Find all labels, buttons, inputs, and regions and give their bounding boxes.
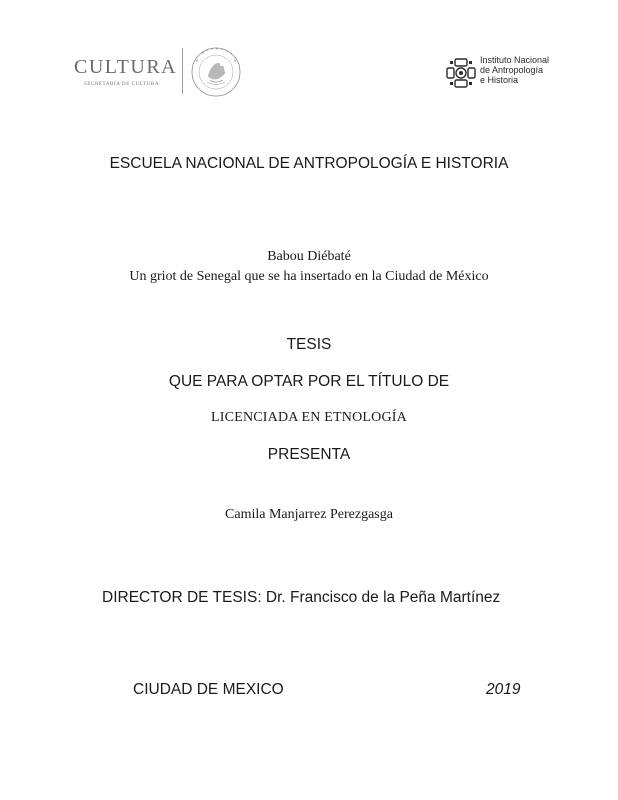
inah-line-3: e Historia (480, 75, 519, 85)
year: 2019 (486, 681, 521, 698)
presents-label: PRESENTA (267, 446, 351, 463)
logo-divider (182, 48, 183, 94)
cultura-wordmark: CULTURA (74, 56, 178, 78)
inah-line-2: de Antropología (480, 65, 544, 75)
inah-emblem-icon (444, 56, 478, 90)
thesis-label: TESIS (286, 336, 332, 353)
school-name: ESCUELA NACIONAL DE ANTROPOLOGÍA E HISTORIA (109, 155, 509, 172)
thesis-director: DIRECTOR DE TESIS: Dr. Francisco de la Peña Martínez (102, 589, 501, 606)
inah-name (480, 55, 549, 85)
city: CIUDAD DE MEXICO (133, 681, 284, 698)
cultura-logo (74, 42, 254, 102)
mexican-seal-icon (190, 46, 242, 98)
cultura-subtitle: SECRETARÍA DE CULTURA (84, 82, 160, 87)
degree-name: LICENCIADA EN ETNOLOGÍA (211, 410, 407, 425)
inah-logo (444, 54, 574, 90)
seal-lettering (74, 42, 75, 43)
inah-line-1: Instituto Nacional (480, 55, 550, 65)
degree-intro: QUE PARA OPTAR POR EL TÍTULO DE (168, 373, 450, 390)
thesis-title: Babou Diébaté (267, 249, 351, 264)
thesis-subtitle: Un griot de Senegal que se ha insertado en la Ciudad de México (129, 269, 489, 284)
author-name: Camila Manjarrez Perezgasga (225, 507, 393, 522)
